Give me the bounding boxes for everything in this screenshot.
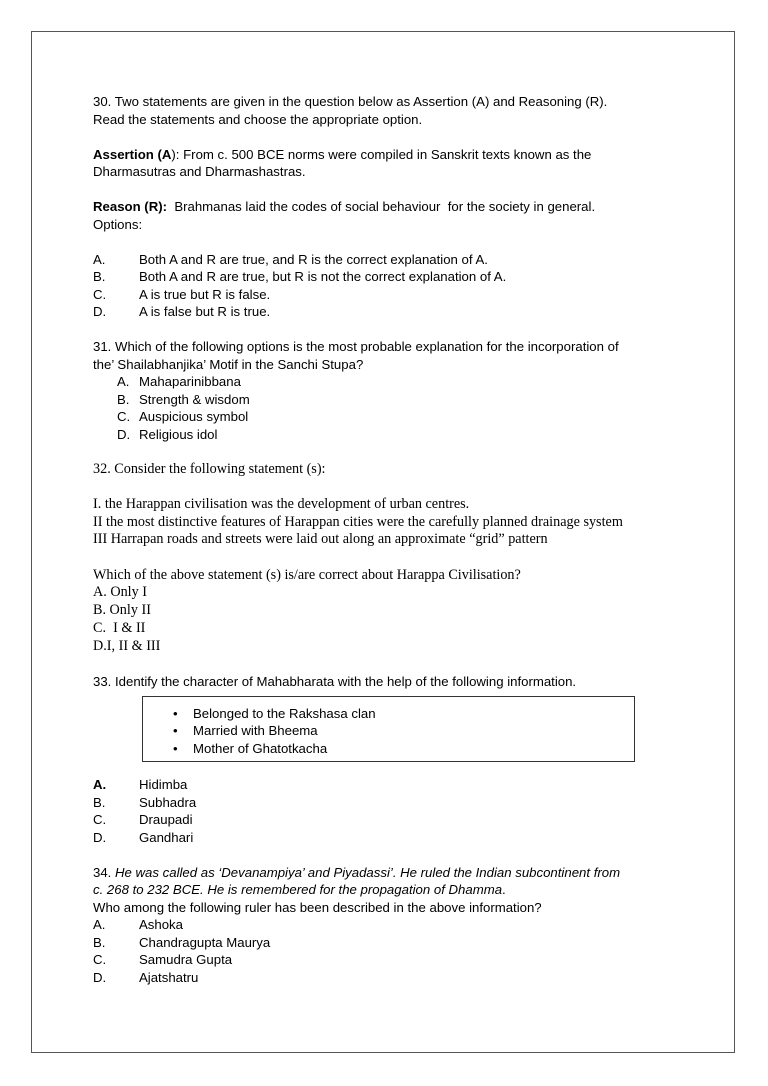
question-31 (93, 338, 683, 443)
option-text: Samudra Gupta (139, 952, 233, 968)
q32-statement-3: III Harrapan roads and streets were laid out along an approximate “grid” pattern (93, 531, 548, 548)
bullet-icon: • (173, 705, 178, 721)
q31-option-b (93, 391, 683, 409)
q34-option-c (93, 951, 683, 969)
bullet-icon: • (173, 740, 178, 756)
option-label: B. (93, 794, 106, 810)
option-label: D. (93, 829, 107, 845)
option-label: D. (93, 304, 107, 319)
clue-text: Mother of Ghatotkacha (193, 740, 328, 756)
option-label: B. (117, 391, 130, 407)
option-label: A. (93, 251, 106, 267)
q33-clue-2 (143, 722, 634, 740)
q30-option-a (93, 251, 683, 269)
clue-text: Belonged to the Rakshasa clan (193, 705, 376, 721)
option-label: B. (93, 934, 106, 950)
q30-assertion (93, 146, 683, 164)
option-label: C. (93, 812, 107, 828)
question-33 (93, 673, 683, 846)
q33-option-c (93, 811, 683, 829)
q34-option-b (93, 934, 683, 952)
q32-option-b: B. Only II (93, 602, 151, 619)
q30-assertion-2: Dharmasutras and Dharmashastras. (93, 164, 306, 179)
option-label: C. (93, 952, 107, 968)
option-text: Hidimba (139, 777, 188, 793)
clue-text: Married with Bheema (193, 723, 318, 739)
assertion-label: Assertion (A (93, 146, 172, 162)
option-text: Religious idol (139, 426, 218, 442)
option-label: B. (93, 269, 106, 284)
option-label: D. (93, 969, 107, 985)
option-text: Subhadra (139, 794, 197, 810)
q33-stem: 33. Identify the character of Mahabharata with the help of the following information. (93, 674, 577, 690)
q30-stem-2: Read the statements and choose the appropriate option. (93, 111, 423, 127)
q32-question: Which of the above statement (s) is/are correct about Harappa Civilisation? (93, 566, 521, 583)
q30-stem: 30. Two statements are given in the question below as Assertion (A) and Reasoning (R). (93, 94, 608, 109)
option-text: Both A and R are true, but R is not the correct explanation of A. (139, 269, 507, 284)
q32-statement-1: I. the Harappan civilisation was the development of urban centres. (93, 495, 470, 512)
q33-info-box (142, 696, 635, 763)
q31-option-d (93, 426, 683, 444)
option-label: A. (93, 777, 107, 793)
q34-option-d (93, 969, 683, 987)
q30-options-label: Options: (93, 216, 143, 232)
q34-stem-2-end: . (502, 882, 506, 898)
q31-stem: 31. Which of the following options is the most probable explanation for the incorporation of (93, 339, 619, 354)
q31-stem-2: the’ Shailabhanjika’ Motif in the Sanchi Stupa? (93, 356, 364, 372)
q31-option-a (93, 373, 683, 391)
option-label: C. (93, 286, 107, 302)
question-34 (93, 864, 683, 987)
option-text: Auspicious symbol (139, 409, 249, 424)
option-text: Mahaparinibbana (139, 374, 241, 389)
q33-option-a (93, 776, 683, 794)
question-30 (93, 93, 683, 321)
option-label: C. (117, 409, 131, 424)
q32-option-a: A. Only I (93, 584, 147, 601)
reason-label: Reason (R): (93, 199, 167, 214)
option-text: A is false but R is true. (139, 304, 271, 319)
assertion-text: ): From c. 500 BCE norms were compiled in Sanskrit texts known as the (171, 146, 592, 162)
q34-question: Who among the following ruler has been described in the above information? (93, 899, 542, 915)
option-text: Chandragupta Maurya (139, 934, 271, 950)
q33-option-d (93, 829, 683, 847)
option-label: A. (117, 374, 130, 389)
q33-clue-1 (143, 705, 634, 723)
bullet-icon: • (173, 723, 178, 739)
option-label: D. (117, 426, 131, 442)
option-text: Draupadi (139, 812, 193, 828)
q34-stem-italic: He was called as ‘Devanampiya’ and Piyadassi’. He ruled the Indian subcontinent from (115, 864, 621, 880)
q30-option-d (93, 303, 683, 321)
q32-stem: 32. Consider the following statement (s): (93, 460, 326, 477)
option-text: Strength & wisdom (139, 391, 250, 407)
option-text: Both A and R are true, and R is the correct explanation of A. (139, 251, 488, 267)
option-text: A is true but R is false. (139, 286, 271, 302)
q33-clue-3 (143, 740, 634, 758)
q32-option-d: D.I, II & III (93, 637, 161, 654)
q32-option-c: C. I & II (93, 620, 146, 637)
q30-option-b (93, 268, 683, 286)
option-text: Gandhari (139, 829, 194, 845)
option-label: A. (93, 917, 106, 933)
q34-stem-2 (93, 881, 683, 899)
question-sheet (93, 93, 683, 986)
option-text: Ashoka (139, 917, 183, 933)
reason-text: Brahmanas laid the codes of social behaviour for the society in general. (167, 199, 596, 214)
q31-option-c (93, 408, 683, 426)
q34-number: 34. (93, 864, 115, 880)
option-text: Ajatshatru (139, 969, 199, 985)
q34-option-a (93, 916, 683, 934)
q33-option-b (93, 794, 683, 812)
q30-reason (93, 198, 683, 216)
q34-stem (93, 864, 683, 882)
q32-statement-2: II the most distinctive features of Harappan cities were the carefully planned drainage system (93, 513, 623, 530)
q34-stem-2-italic: c. 268 to 232 BCE. He is remembered for the propagation of Dhamma (93, 882, 503, 898)
question-32 (93, 461, 683, 656)
q30-option-c (93, 286, 683, 304)
